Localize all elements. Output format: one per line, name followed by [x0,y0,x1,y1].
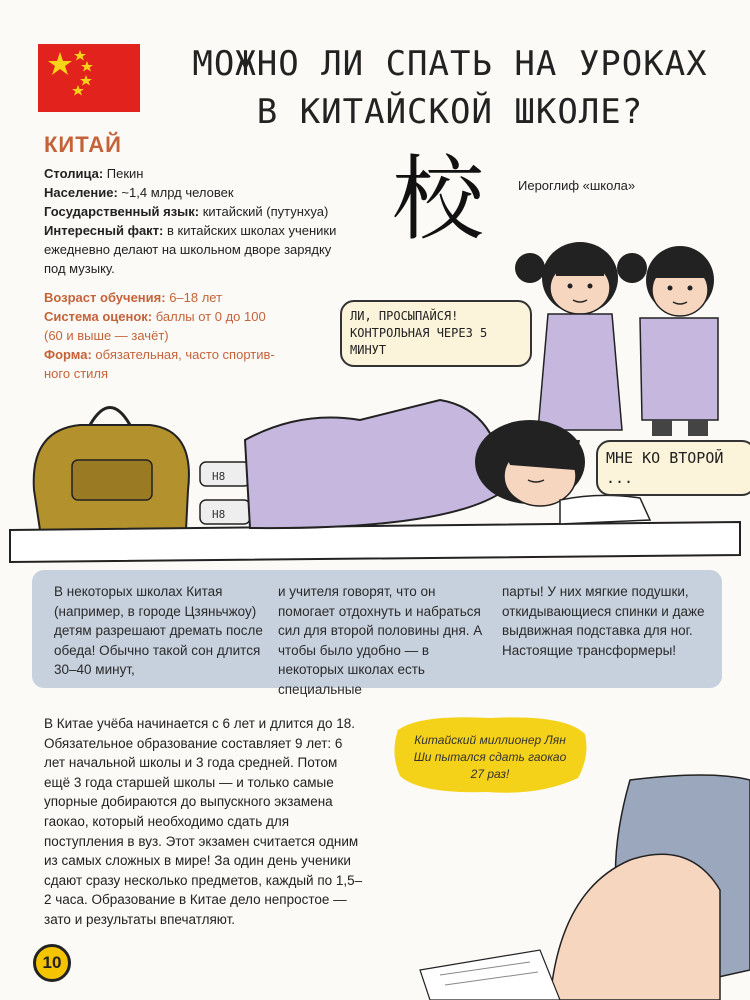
girl-figure [515,242,647,430]
china-flag [38,44,140,112]
panel-column-1: В некоторых школах Китая (например, в городе Цзяньчжоу) детям разрешают дремать после обеда! Обычно такой сон длится 30–40 минут, [54,584,263,677]
education-body-text: В Китае учёба начинается с 6 лет и длится до 18. Обязательное образование составляет 9 лет: 6 лет начальной школы и 3 года средней. Потом ещё 3 года старшей школы — и только самые упорные добираются до выпускного экзамена гаокао, который необходимо сдать для поступления в вуз. Этот экзамен считается одним из самых сложных в мире! За один день ученики сдают сразу несколько предметов, каждый по 1,5–2 часа. Образование в Китае дело непростое — зато и результаты впечатляют. [44,716,363,927]
desk-sleeper-illustration [390,770,750,1000]
fact-language: Государственный язык: китайский (путунхуа) [44,204,329,219]
fact-population: Население: ~1,4 млрд человек [44,185,234,200]
country-name: КИТАЙ [44,132,122,157]
shoe-label-2: H8 [212,470,226,483]
millionaire-note: Китайский миллионер Лян Ши пытался сдать гаокао 27 раз! [413,733,567,781]
boy-figure [640,246,718,436]
title-line-1: МОЖНО ЛИ СПАТЬ НА УРОКАХ [192,44,708,84]
speech-bubble-wake-up: ЛИ, ПРОСЫПАЙСЯ! КОНТРОЛЬНАЯ ЧЕРЕЗ 5 МИНУТ [340,300,532,367]
fact-grades: Система оценок: баллы от 0 до 100 (60 и выше — зачёт) [44,309,266,343]
flag-stars-icon [38,44,140,112]
title-line-2: В КИТАЙСКОЙ ШКОЛЕ? [256,92,644,132]
fact-interesting: Интересный факт: в китайских школах ученики ежедневно делают на школьном дворе зарядку под музыку. [44,223,337,276]
page-number: 10 [33,944,71,982]
page-title [170,40,730,136]
sleeping-student-illustration [0,230,750,570]
fact-uniform: Форма: обязательная, часто спортивного стиля [44,347,275,381]
shoe-label-1: H8 [212,508,226,521]
fact-capital: Столица: Пекин [44,166,144,181]
speech-bubble-reply: МНЕ КО ВТОРОЙ ... [596,440,750,496]
hieroglyph-caption: Иероглиф «школа» [518,178,636,193]
panel-column-3: парты! У них мягкие подушки, откидывающиеся спинки и даже выдвижная подставка для ног. Настоящие трансформеры! [502,584,705,658]
backpack [34,408,189,531]
hieroglyph-school: 校 [392,146,485,253]
panel-column-2: и учителя говорят, что он помогает отдохнуть и набраться сил для второй половины дня. А чтобы было удобно — в некоторых школах есть специальные [278,584,483,697]
fact-age: Возраст обучения: 6–18 лет [44,290,223,305]
